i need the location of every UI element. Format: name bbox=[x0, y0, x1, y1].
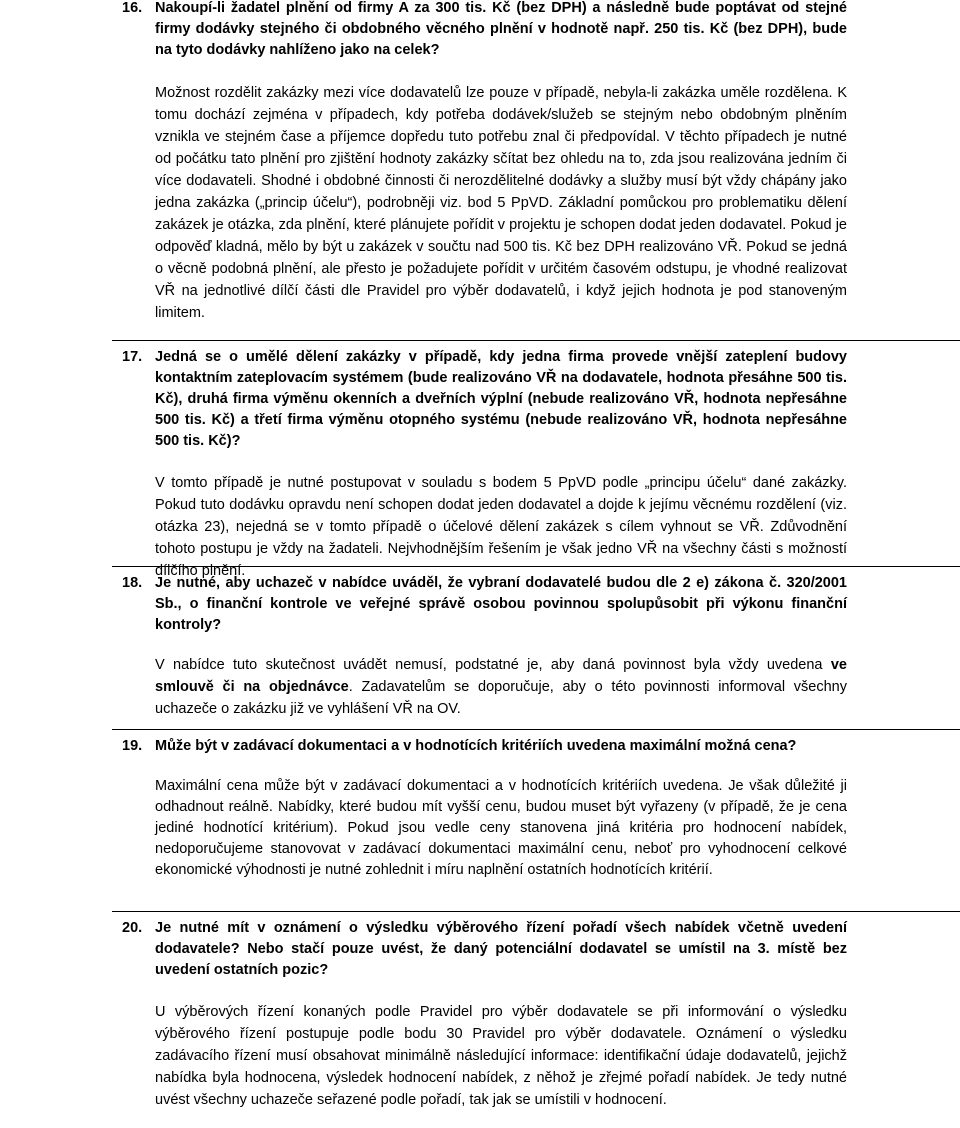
answer-text-part: . Zadavatelům se doporučuje, aby o této povinnosti informoval všechny uchazeče o zakázku již ve vyhlášení VŘ na OV. bbox=[155, 679, 847, 717]
answer-text bbox=[155, 654, 847, 720]
answer-emphasis: ve smlouvě či na objednávce bbox=[155, 657, 847, 695]
item-number: 20. bbox=[122, 920, 143, 936]
question-text: Nakoupí-li žadatel plnění od firmy A za 300 tis. Kč (bez DPH) a následně bude poptávat od stejné firmy dodávky stejného či obdobného věcného plnění v hodnotě např. 250 tis. Kč (bez DPH), bude na tyto dodávky nahlíženo jako na celek? bbox=[155, 0, 847, 58]
section-divider bbox=[112, 566, 960, 567]
faq-item-16 bbox=[122, 0, 847, 324]
section-divider bbox=[112, 911, 960, 912]
answer-text: U výběrových řízení konaných podle Pravidel pro výběr dodavatele se při informování o výsledku výběrového řízení postupuje podle bodu 30 Pravidel pro výběr dodavatele. Oznámení o výsledku zadávacího řízení musí obsahovat minimálně následující informace: identifikační údaje dodavatelů, jejichž nabídka byla hodnocena, výsledek hodnocení nabídek, z něhož je zřejmé pořadí nabídek. Je tedy nutné uvést všechny uchazeče seřazené podle pořadí, tak jak se umístili v hodnocení. bbox=[155, 1004, 847, 1108]
faq-item-17 bbox=[122, 347, 847, 582]
faq-item-19 bbox=[122, 736, 847, 881]
answer-text-part: V nabídce tuto skutečnost uvádět nemusí, podstatné je, aby daná povinnost byla vždy uvedena bbox=[155, 657, 831, 673]
item-number: 18. bbox=[122, 575, 143, 591]
answer-text: Možnost rozdělit zakázky mezi více dodavatelů lze pouze v případě, nebyla-li zakázka uměle rozdělena. K tomu dochází zejména v případech, kdy potřeba dodávek/služeb se stejným nebo obdobným plněním vznikla ve stejném čase a příjemce dopředu tuto potřebu znal či předpovídal. V těchto případech je nutné od počátku tato plnění pro zjištění hodnoty zakázky sčítat bez ohledu na to, zda jsou realizována jedním či více dodavateli. Shodné i obdobné činnosti či nerozdělitelné dodávky a služby musí být vždy chápány jako jedna zakázka („princip účelu“), podrobněji viz. bod 5 PpVD. Základní pomůckou pro problematiku dělení zakázek je otázka, zda plnění, které plánujete pořídit v projektu je schopen dodat jeden dodavatel. Pokud je odpověď kladná, mělo by být u zakázek v součtu nad 500 tis. Kč bez DPH realizováno VŘ. Pokud se jedná o věcně podobná plnění, ale přesto je požadujete pořídit v určitém časovém odstupu, je vhodné realizovat VŘ na jednotlivé dílčí části dle Pravidel pro výběr dodavatelů, i když jejich hodnota je pod stanoveným limitem. bbox=[155, 85, 847, 321]
question-text: Je nutné mít v oznámení o výsledku výběrového řízení pořadí všech nabídek včetně uvedení dodavatele? Nebo stačí pouze uvést, že daný potenciální dodavatel se umístil na 3. místě bez uvedení ostatních pozic? bbox=[155, 920, 847, 978]
item-number: 17. bbox=[122, 349, 143, 365]
section-divider bbox=[112, 729, 960, 730]
question-text: Může být v zadávací dokumentaci a v hodnotících kritériích uvedena maximální možná cena? bbox=[155, 738, 797, 754]
section-divider bbox=[112, 340, 960, 341]
item-number: 16. bbox=[122, 0, 143, 16]
faq-item-18 bbox=[122, 573, 847, 720]
answer-text: V tomto případě je nutné postupovat v souladu s bodem 5 PpVD podle „principu účelu“ dané zakázky. Pokud tuto dodávku opravdu není schopen dodat jeden dodavatel a dojde k jejímu věcnému rozdělení (viz. otázka 23), nejedná se v tomto případě o účelové dělení zakázek s cílem vyhnout se VŘ. Zdůvodnění tohoto postupu je vždy na žadateli. Nejvhodnějším řešením je však jedno VŘ na všechny části s možností dílčího plnění. bbox=[155, 475, 847, 579]
answer-text: Maximální cena může být v zadávací dokumentaci a v hodnotících kritériích uvedena. Je však důležité ji odhadnout reálně. Nabídky, které budou mít vyšší cenu, budou muset být vyřazeny (v případě, že je cena jediné hodnotící kritérium). Pokud jsou vedle ceny stanovena jiná kritéria pro hodnocení nabídek, nedoporučujeme stanovovat v zadávací dokumentaci maximální cenu, neboť pro vyhodnocení celkové ekonomické výhodnosti je nutné zohlednit i míru naplnění ostatních hodnotících kritérií. bbox=[155, 778, 847, 878]
faq-item-20 bbox=[122, 918, 847, 1111]
question-text: Jedná se o umělé dělení zakázky v případě, kdy jedna firma provede vnější zateplení budovy kontaktním zateplovacím systémem (bude realizováno VŘ na dodavatele, hodnota přesáhne 500 tis. Kč), druhá firma výměnu okenních a dveřních výplní (nebude realizováno VŘ, hodnota nepřesáhne 500 tis. Kč) a třetí firma výměnu otopného systému (nebude realizováno VŘ, hodnota nepřesáhne 500 tis. Kč)? bbox=[155, 349, 847, 449]
question-text: Je nutné, aby uchazeč v nabídce uváděl, že vybraní dodavatelé budou dle 2 e) zákona č. 320/2001 Sb., o finanční kontrole ve veřejné správě osobou povinnou spolupůsobit při výkonu finanční kontroly? bbox=[155, 575, 847, 633]
item-number: 19. bbox=[122, 738, 143, 754]
